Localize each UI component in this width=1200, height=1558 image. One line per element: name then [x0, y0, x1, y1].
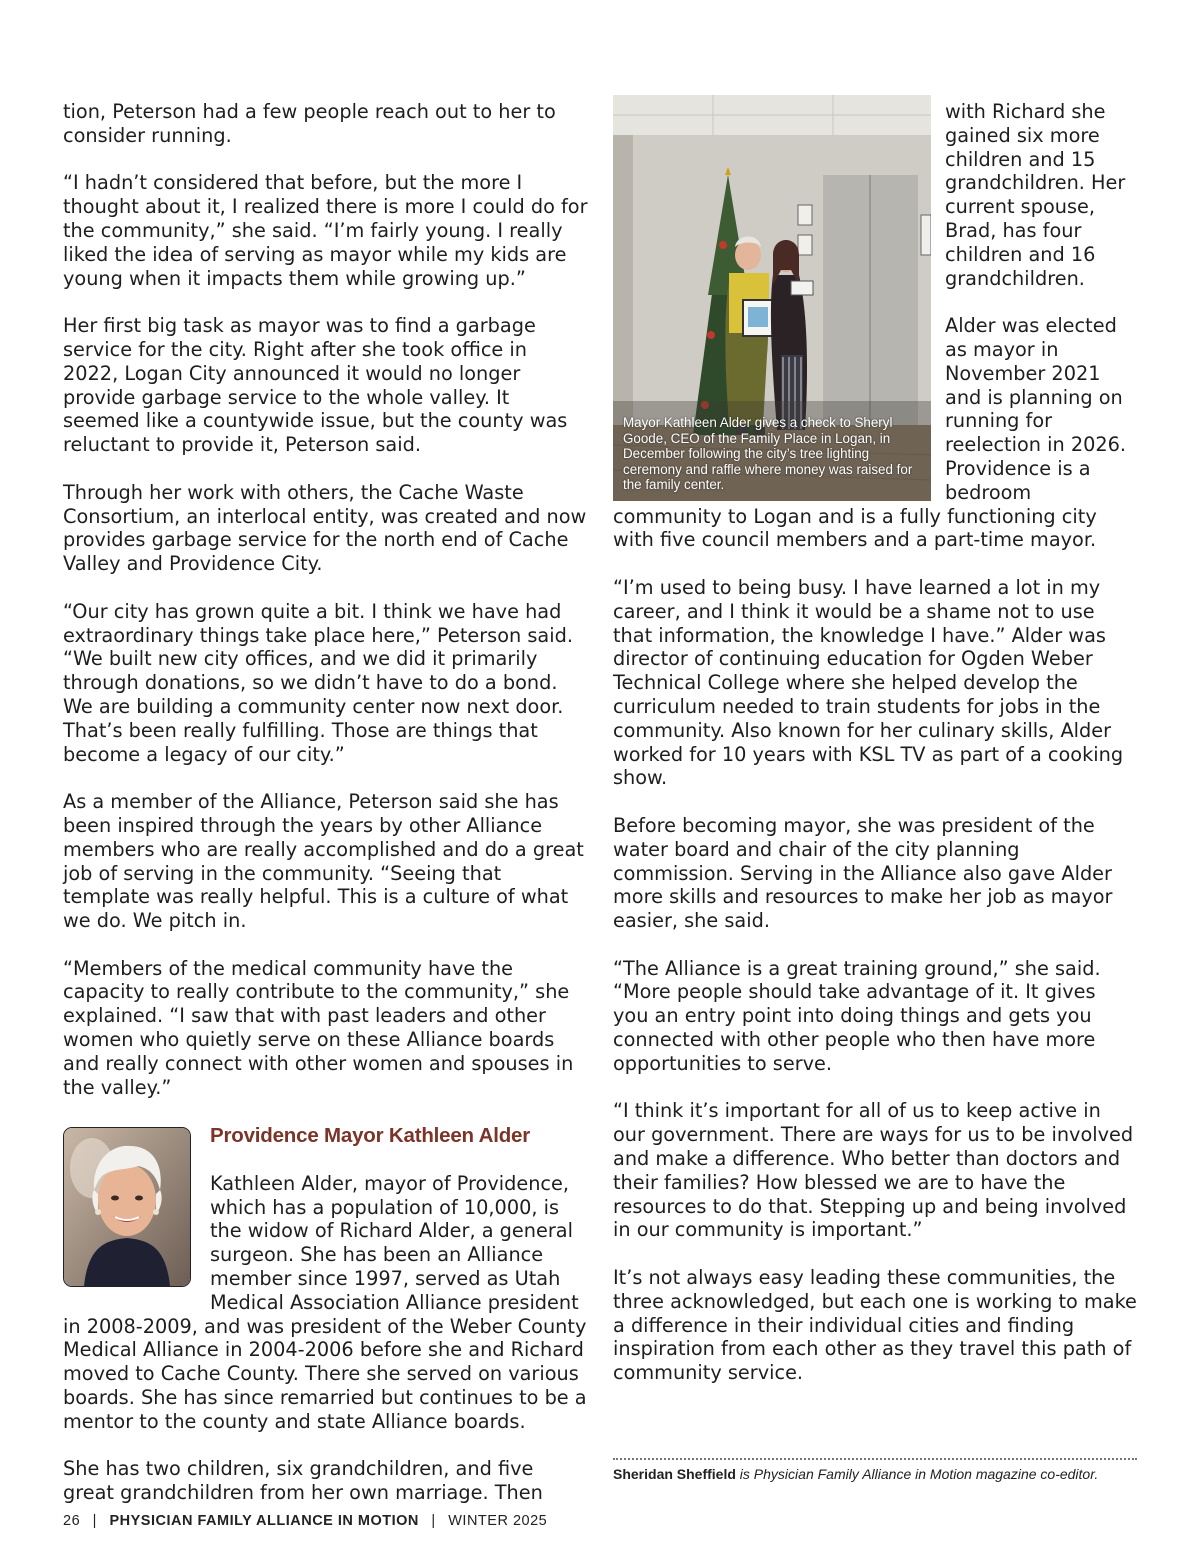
page-number: 26 [63, 1513, 81, 1529]
body-paragraph: Her first big task as mayor was to find a garbage service for the city. Right after she took office in 2022, Logan City announced it would no longer provide garbage service to the whole valley. It seemed like a countywide issue, but the county was reluctant to provide it, Peterson said. [63, 314, 568, 457]
check-presentation-photo [613, 95, 931, 501]
body-paragraph: “The Alliance is a great training ground,” she said. “More people should take advantage of it. It gives you an entry point into doing things and gets you connected with other people who then have more opportunities to serve. [613, 956, 1101, 1075]
body-paragraph: “Members of the medical community have the capacity to really contribute to the community,” she explained. “I saw that with past leaders and other women who quietly serve on these Alliance boards and really connect with other women and spouses in the valley.” [63, 956, 574, 1099]
body-paragraph: Through her work with others, the Cache Waste Consortium, an interlocal entity, was created and now provides garbage service for the north end of Cache Valley and Providence City. [63, 480, 587, 576]
body-paragraph: “I think it’s important for all of us to keep active in our government. There are ways for us to be involved and make a difference. Who better than doctors and their families? How blessed we are to have the resources to do that. Stepping up and being involved in our community is important.” [613, 1099, 1134, 1242]
body-paragraph: She has two children, six grandchildren, and five great grandchildren from her own marriage. Then [63, 1457, 543, 1505]
body-paragraph: tion, Peterson had a few people reach out to her to consider running. [63, 100, 556, 147]
page-footer [63, 1513, 547, 1529]
body-paragraph: Alder was elected as mayor in November 2021 and is planning on running for reelection in 2026. Providence is a bedroom community to Logan and is a fully functioning city with five council members and a part-time mayor. [613, 314, 1127, 552]
section-heading: Providence Mayor Kathleen Alder [210, 1124, 530, 1148]
footer-separator: | [92, 1513, 97, 1529]
body-paragraph: Before becoming mayor, she was president of the water board and chair of the city planning commission. Serving in the Alliance also gave Alder more skills and resources to make her job as mayor easier, she said. [613, 813, 1113, 933]
body-paragraph: “I hadn’t considered that before, but the more I thought about it, I realized there is more I could do for the community,” she said. “I’m fairly young. I really liked the idea of serving as mayor while my kids are young when it impacts them while growing up.” [63, 171, 588, 290]
issue-date: WINTER 2025 [448, 1513, 548, 1529]
author-description: is Physician Family Alliance in Motion magazine co-editor. [735, 1466, 1099, 1482]
publication-name: PHYSICIAN FAMILY ALLIANCE IN MOTION [109, 1513, 419, 1529]
author-byline [613, 1466, 1153, 1482]
author-name: Sheridan Sheffield [613, 1466, 736, 1482]
mayor-profile-section [63, 1123, 588, 1505]
right-column [613, 100, 1137, 1385]
left-column [63, 100, 588, 1505]
body-paragraph: As a member of the Alliance, Peterson said she has been inspired through the years by other Alliance members who are really accomplished and do a great job of serving in the community. “Seeing that template was really helpful. This is a culture of what we do. We pitch in. [63, 790, 584, 933]
kathleen-alder-portrait [63, 1127, 191, 1287]
portrait-illustration [64, 1128, 190, 1286]
body-paragraph: “Our city has grown quite a bit. I think we have had extraordinary things take place here,” Peterson said. “We built new city offices, and we did it primarily through donations, so we didn’t have to do a bond. We are building a community center now next door. That’s been really fulfilling. Those are things that become a legacy of our city.” [63, 599, 573, 766]
body-paragraph: Kathleen Alder, mayor of Providence, which has a population of 10,000, is the widow of Richard Alder, a general surgeon. She has been an Alliance member since 1997, served as Utah Medical Association Alliance president in 2008-2009, and was president of the Weber County Medical Alliance in 2004-2006 before she and Richard moved to Cache County. There she served on various boards. She has since remarried but continues to be a mentor to the county and state Alliance boards. [63, 1171, 587, 1433]
body-paragraph: It’s not always easy leading these communities, the three acknowledged, but each one is working to make a difference in their individual cities and finding inspiration from each other as they travel this path of community service. [613, 1266, 1137, 1385]
body-paragraph: with Richard she gained six more children and 15 grandchildren. Her current spouse, Brad, has four children and 16 grandchildren. [945, 100, 1126, 290]
footer-separator: | [431, 1513, 436, 1529]
body-paragraph: “I’m used to being busy. I have learned a lot in my career, and I think it would be a shame not to use that information, the knowledge I have.” Alder was director of continuing education for Ogden Weber Technical College where she helped develop the curriculum needed to train students for jobs in the community. Also known for her culinary skills, Alder worked for 10 years with KSL TV as part of a cooking show. [613, 575, 1124, 790]
byline-divider [613, 1458, 1137, 1460]
photo-caption: Mayor Kathleen Alder gives a check to Sheryl Goode, CEO of the Family Place in Logan, in December following the city’s tree lighting ceremony and raffle where money was raised for the family center. [623, 415, 913, 493]
